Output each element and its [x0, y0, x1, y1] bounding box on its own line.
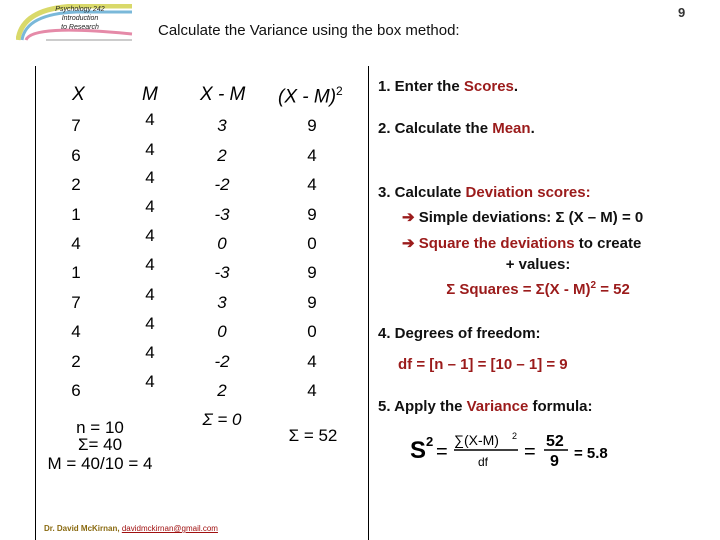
- table-row: 4: [145, 168, 155, 187]
- arrow-right-icon: ➔: [402, 209, 415, 226]
- svg-text:∑(X-M): ∑(X-M): [454, 432, 499, 448]
- svg-text:=: =: [436, 441, 448, 463]
- header-m: M: [142, 84, 158, 105]
- table-row: -3: [214, 263, 230, 282]
- table-row: 4: [145, 255, 155, 274]
- arrow-right-icon: ➔: [402, 235, 415, 252]
- table-row: 2: [71, 175, 81, 194]
- table-row: 4: [145, 372, 155, 391]
- table-row: 3: [217, 293, 227, 312]
- table-row: 4: [145, 140, 155, 159]
- table-row: 1: [71, 205, 81, 224]
- table-row: -3: [214, 205, 230, 224]
- table-row: 0: [217, 322, 227, 341]
- table-row: 9: [307, 293, 317, 312]
- table-row: 1: [71, 263, 81, 282]
- slide-title: Calculate the Variance using the box method:: [158, 22, 460, 39]
- footer-credit: Dr. David McKirnan, davidmckirnan@gmail.com: [44, 524, 218, 533]
- table-row: 4: [145, 226, 155, 245]
- summary-sum-x: Σ= 40: [77, 435, 123, 454]
- table-row: 4: [307, 352, 317, 371]
- table-right-border: [368, 66, 369, 540]
- header-squared: (X - M)$^2$: [278, 84, 343, 108]
- step-degrees-of-freedom: 4. Degrees of freedom:: [378, 325, 541, 342]
- table-row: 4: [71, 234, 81, 253]
- svg-text:S: S: [410, 437, 427, 464]
- table-row: 4: [145, 314, 155, 333]
- step-positive-values: + values:: [505, 256, 571, 273]
- table-row: 4: [145, 285, 155, 304]
- table-row: 9: [307, 205, 317, 224]
- svg-text:52: 52: [546, 433, 564, 450]
- step-variance-formula: 5. Apply the Variance formula:: [378, 398, 593, 415]
- table-row: 4: [307, 175, 317, 194]
- page-number: 9: [678, 5, 686, 20]
- step-sum-squares: Σ Squares = Σ(X - M)$^2$ = 52: [446, 280, 630, 298]
- table-row: 2: [217, 381, 227, 400]
- step-calculate-mean: 2. Calculate the Mean.: [378, 120, 535, 137]
- df-formula: df = [n – 1] = [10 – 1] = 9: [398, 356, 568, 373]
- variance-formula: [408, 428, 638, 472]
- footer-email-link[interactable]: davidmckirnan@gmail.com: [121, 524, 218, 533]
- table-row: 4: [307, 381, 317, 400]
- table-row: 7: [71, 293, 81, 312]
- table-row: 2: [217, 146, 227, 165]
- step-square-deviations: ➔ Square the deviations to create: [402, 235, 642, 252]
- summary-sum-squares: Σ = 52: [288, 426, 338, 445]
- table-row: 0: [217, 234, 227, 253]
- header-x: X: [72, 84, 85, 105]
- svg-text:2: 2: [512, 431, 518, 441]
- step-enter-scores: 1. Enter the Scores.: [378, 78, 519, 95]
- svg-text:2: 2: [426, 434, 434, 449]
- table-row: 4: [307, 146, 317, 165]
- svg-text:9: 9: [550, 453, 559, 470]
- table-row: -2: [214, 175, 230, 194]
- table-row: 2: [71, 352, 81, 371]
- table-row: 3: [217, 116, 227, 135]
- svg-text:= 5.8: = 5.8: [574, 445, 608, 462]
- step-deviation-scores: 3. Calculate Deviation scores:: [378, 184, 591, 201]
- summary-mean: M = 40/10 = 4: [47, 454, 153, 473]
- summary-n: n = 10: [76, 418, 124, 437]
- table-row: -2: [214, 352, 230, 371]
- table-row: 4: [71, 322, 81, 341]
- summary-sum-deviations: Σ = 0: [202, 410, 242, 429]
- table-row: 4: [145, 110, 155, 129]
- table-row: 0: [307, 234, 317, 253]
- svg-text:=: =: [524, 441, 536, 463]
- table-row: 9: [307, 263, 317, 282]
- table-row: 6: [71, 146, 81, 165]
- header-deviation: X - M: [200, 84, 246, 105]
- table-row: 4: [145, 197, 155, 216]
- table-row: 9: [307, 116, 317, 135]
- table-row: 0: [307, 322, 317, 341]
- table-row: 6: [71, 381, 81, 400]
- svg-text:df: df: [478, 455, 489, 469]
- logo-text: Psychology 242 Introduction to Research: [55, 6, 105, 31]
- table-row: 4: [145, 343, 155, 362]
- table-row: 7: [71, 116, 81, 135]
- step-simple-deviations: ➔ Simple deviations: Σ (X – M) = 0: [402, 209, 644, 226]
